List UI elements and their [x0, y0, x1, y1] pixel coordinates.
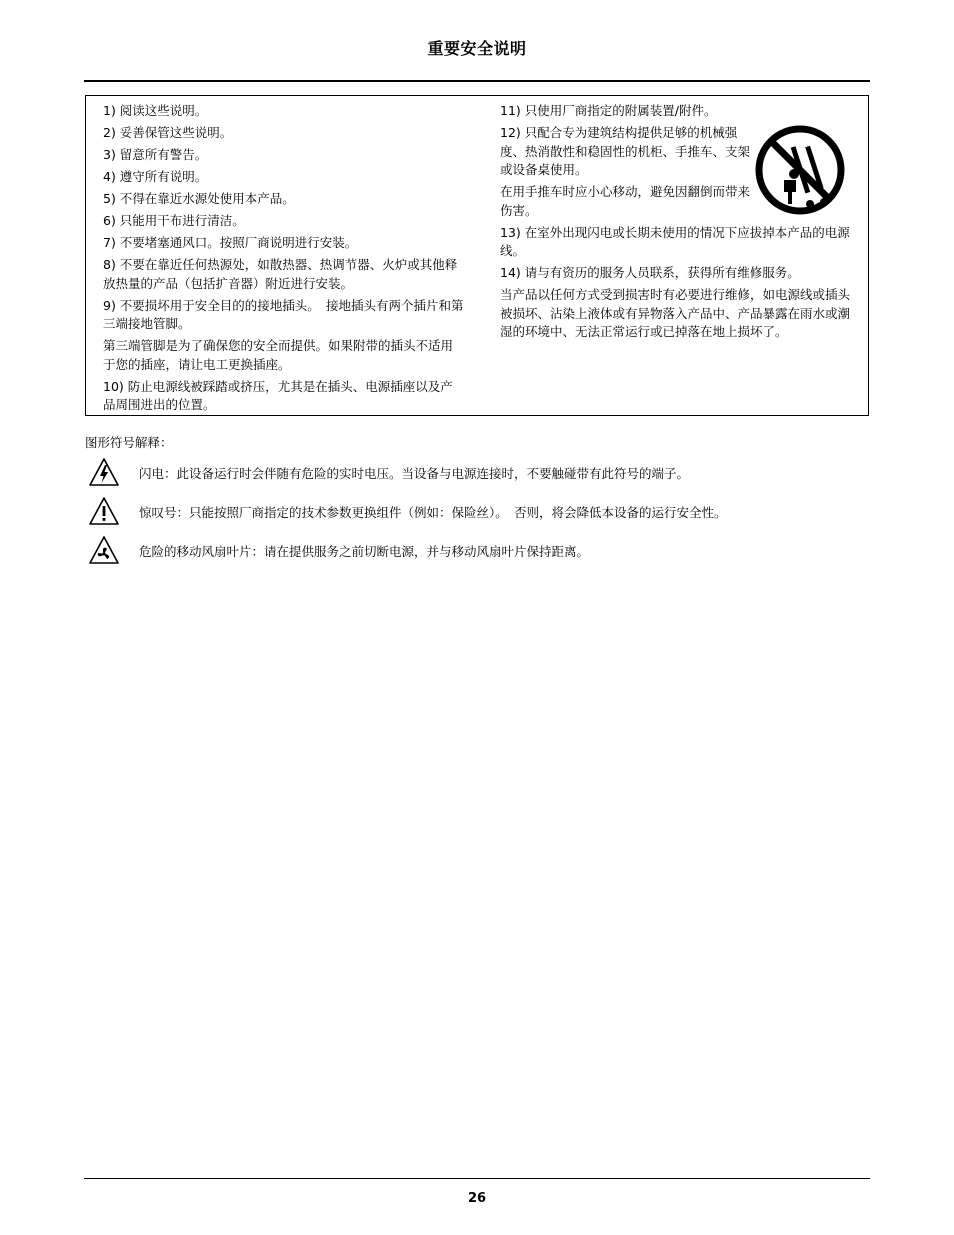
instruction-item: 1) 阅读这些说明。	[103, 103, 208, 118]
exclamation-triangle-icon	[88, 496, 120, 526]
symbol-row-fan	[85, 535, 871, 567]
instruction-item: 3) 留意所有警告。	[103, 147, 208, 162]
page-number: 26	[467, 1191, 487, 1206]
footer-rule	[84, 1178, 870, 1179]
page-title: 重要安全说明	[427, 39, 527, 58]
symbol-description: 危险的移动风扇叶片：请在提供服务之前切断电源，并与移动风扇叶片保持距离。	[139, 544, 590, 559]
instruction-item: 在用手推车时应小心移动，避免因翻倒而带来伤害。	[500, 184, 751, 218]
instructions-left-column	[103, 102, 465, 418]
symbol-description: 惊叹号：只能按照厂商指定的技术参数更换组件（例如：保险丝）。 否则，将会降低本设备的运行安全性。	[139, 505, 727, 520]
symbol-description: 闪电：此设备运行时会伴随有危险的实时电压。当设备与电源连接时，不要触碰带有此符号的端子。	[139, 466, 690, 481]
header-rule	[84, 80, 870, 82]
symbols-heading: 图形符号解释：	[85, 435, 173, 450]
symbol-row-exclamation	[85, 496, 871, 528]
instruction-item: 8) 不要在靠近任何热源处，如散热器、热调节器、火炉或其他释放热量的产品（包括扩音器）附近进行安装。	[103, 257, 458, 291]
instruction-item: 6) 只能用干布进行清洁。	[103, 213, 245, 228]
instruction-item: 11) 只使用厂商指定的附属装置/附件。	[500, 103, 717, 118]
instruction-item: 12) 只配合专为建筑结构提供足够的机械强度、热消散性和稳固性的机柜、手推车、支架或设备桌使用。	[500, 125, 751, 177]
instruction-item: 2) 妥善保管这些说明。	[103, 125, 233, 140]
cart-tip-over-warning-icon	[754, 124, 846, 216]
instruction-item: 4) 遵守所有说明。	[103, 169, 208, 184]
instruction-item: 5) 不得在靠近水源处使用本产品。	[103, 191, 295, 206]
instruction-item: 当产品以任何方式受到损害时有必要进行维修，如电源线或插头被损坏、沾染上液体或有异物落入产品中、产品暴露在雨水或潮湿的环境中、无法正常运行或已掉落在地上损坏了。	[500, 287, 851, 339]
lightning-triangle-icon	[88, 457, 120, 487]
fan-triangle-icon	[88, 535, 120, 565]
instruction-item: 13) 在室外出现闪电或长期未使用的情况下应拔掉本产品的电源线。	[500, 224, 850, 258]
instruction-item: 14) 请与有资历的服务人员联系，获得所有维修服务。	[500, 265, 800, 280]
instruction-item: 第三端管脚是为了确保您的安全而提供。如果附带的插头不适用于您的插座，请让电工更换插座。	[103, 338, 454, 372]
instruction-item: 9) 不要损坏用于安全目的的接地插头。 接地插头有两个插片和第三端接地管脚。	[103, 297, 464, 331]
instruction-item: 10) 防止电源线被踩踏或挤压，尤其是在插头、电源插座以及产品周围进出的位置。	[103, 378, 453, 412]
symbol-row-lightning	[85, 457, 871, 489]
instruction-item: 7) 不要堵塞通风口。按照厂商说明进行安装。	[103, 235, 358, 250]
instructions-box	[85, 95, 869, 416]
